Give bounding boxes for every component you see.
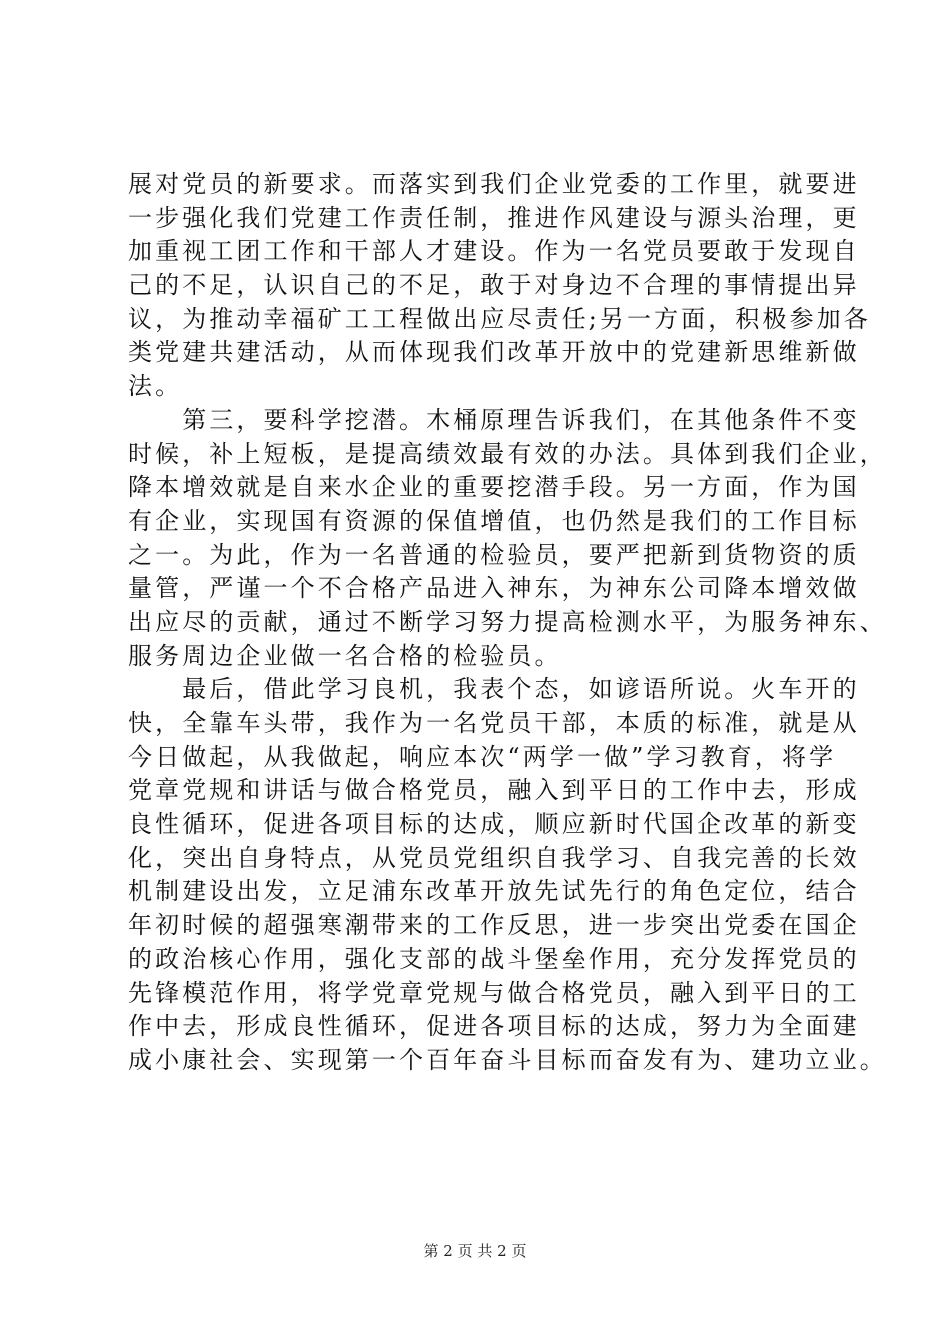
text-line: 成小康社会、实现第一个百年奋斗目标而奋发有为、建功立业。 (128, 1045, 887, 1074)
text-line: 快，全靠车头带，我作为一名党员干部，本质的标准，就是从 (128, 709, 860, 737)
text-line: 党章党规和讲话与做合格党员，融入到平日的工作中去，形成 (128, 776, 860, 805)
text-line: 类党建共建活动，从而体现我们改革开放中的党建新思维新做 (128, 338, 860, 367)
text-line: 作中去，形成良性循环，促进各项目标的达成，努力为全面建 (128, 1012, 860, 1041)
body-text (128, 168, 887, 1078)
text-line: 之一。为此，作为一名普通的检验员，要严把新到货物资的质 (128, 540, 860, 569)
text-line: 议，为推动幸福矿工工程做出应尽责任;另一方面，积极参加各 (128, 304, 871, 333)
text-line: 出应尽的贡献，通过不断学习努力提高检测水平，为服务神东、 (128, 607, 887, 636)
text-line: 己的不足，认识自己的不足，敢于对身边不合理的事情提出异 (128, 271, 860, 300)
text-line: 第三，要科学挖潜。木桶原理告诉我们，在其他条件不变 (128, 405, 860, 434)
text-line: 降本增效就是自来水企业的重要挖潜手段。另一方面，作为国 (128, 473, 860, 502)
text-line: 加重视工团工作和干部人才建设。作为一名党员要敢于发现自 (128, 237, 860, 266)
text-line: 最后，借此学习良机，我表个态，如谚语所说。火车开的 (128, 675, 860, 704)
page-number-footer: 第 2 页 共 2 页 (423, 1242, 527, 1260)
text-line: 先锋模范作用，将学党章党规与做合格党员，融入到平日的工 (128, 978, 860, 1007)
text-line: 一步强化我们党建工作责任制，推进作风建设与源头治理，更 (128, 203, 860, 232)
text-line: 良性循环，促进各项目标的达成，顺应新时代国企改革的新变 (128, 810, 860, 839)
text-line: 法。 (128, 372, 183, 401)
text-line: 的政治核心作用，强化支部的战斗堡垒作用，充分发挥党员的 (128, 944, 860, 973)
text-line: 服务周边企业做一名合格的检验员。 (128, 641, 562, 670)
text-line: 展对党员的新要求。而落实到我们企业党委的工作里，就要进 (128, 170, 860, 198)
text-line: 机制建设出发，立足浦东改革开放先试先行的角色定位，结合 (128, 877, 860, 906)
text-line: 量管，严谨一个不合格产品进入神东，为神东公司降本增效做 (128, 574, 860, 603)
text-line: 化，突出自身特点，从党员党组织自我学习、自我完善的长效 (128, 843, 860, 872)
text-line: 时候，补上短板，是提高绩效最有效的办法。具体到我们企业， (128, 439, 887, 468)
text-line: 今日做起，从我做起，响应本次“两学一做”学习教育，将学 (128, 742, 837, 771)
text-line: 有企业，实现国有资源的保值增值，也仍然是我们的工作目标 (128, 506, 860, 535)
text-line: 年初时候的超强寒潮带来的工作反思，进一步突出党委在国企 (128, 911, 860, 940)
